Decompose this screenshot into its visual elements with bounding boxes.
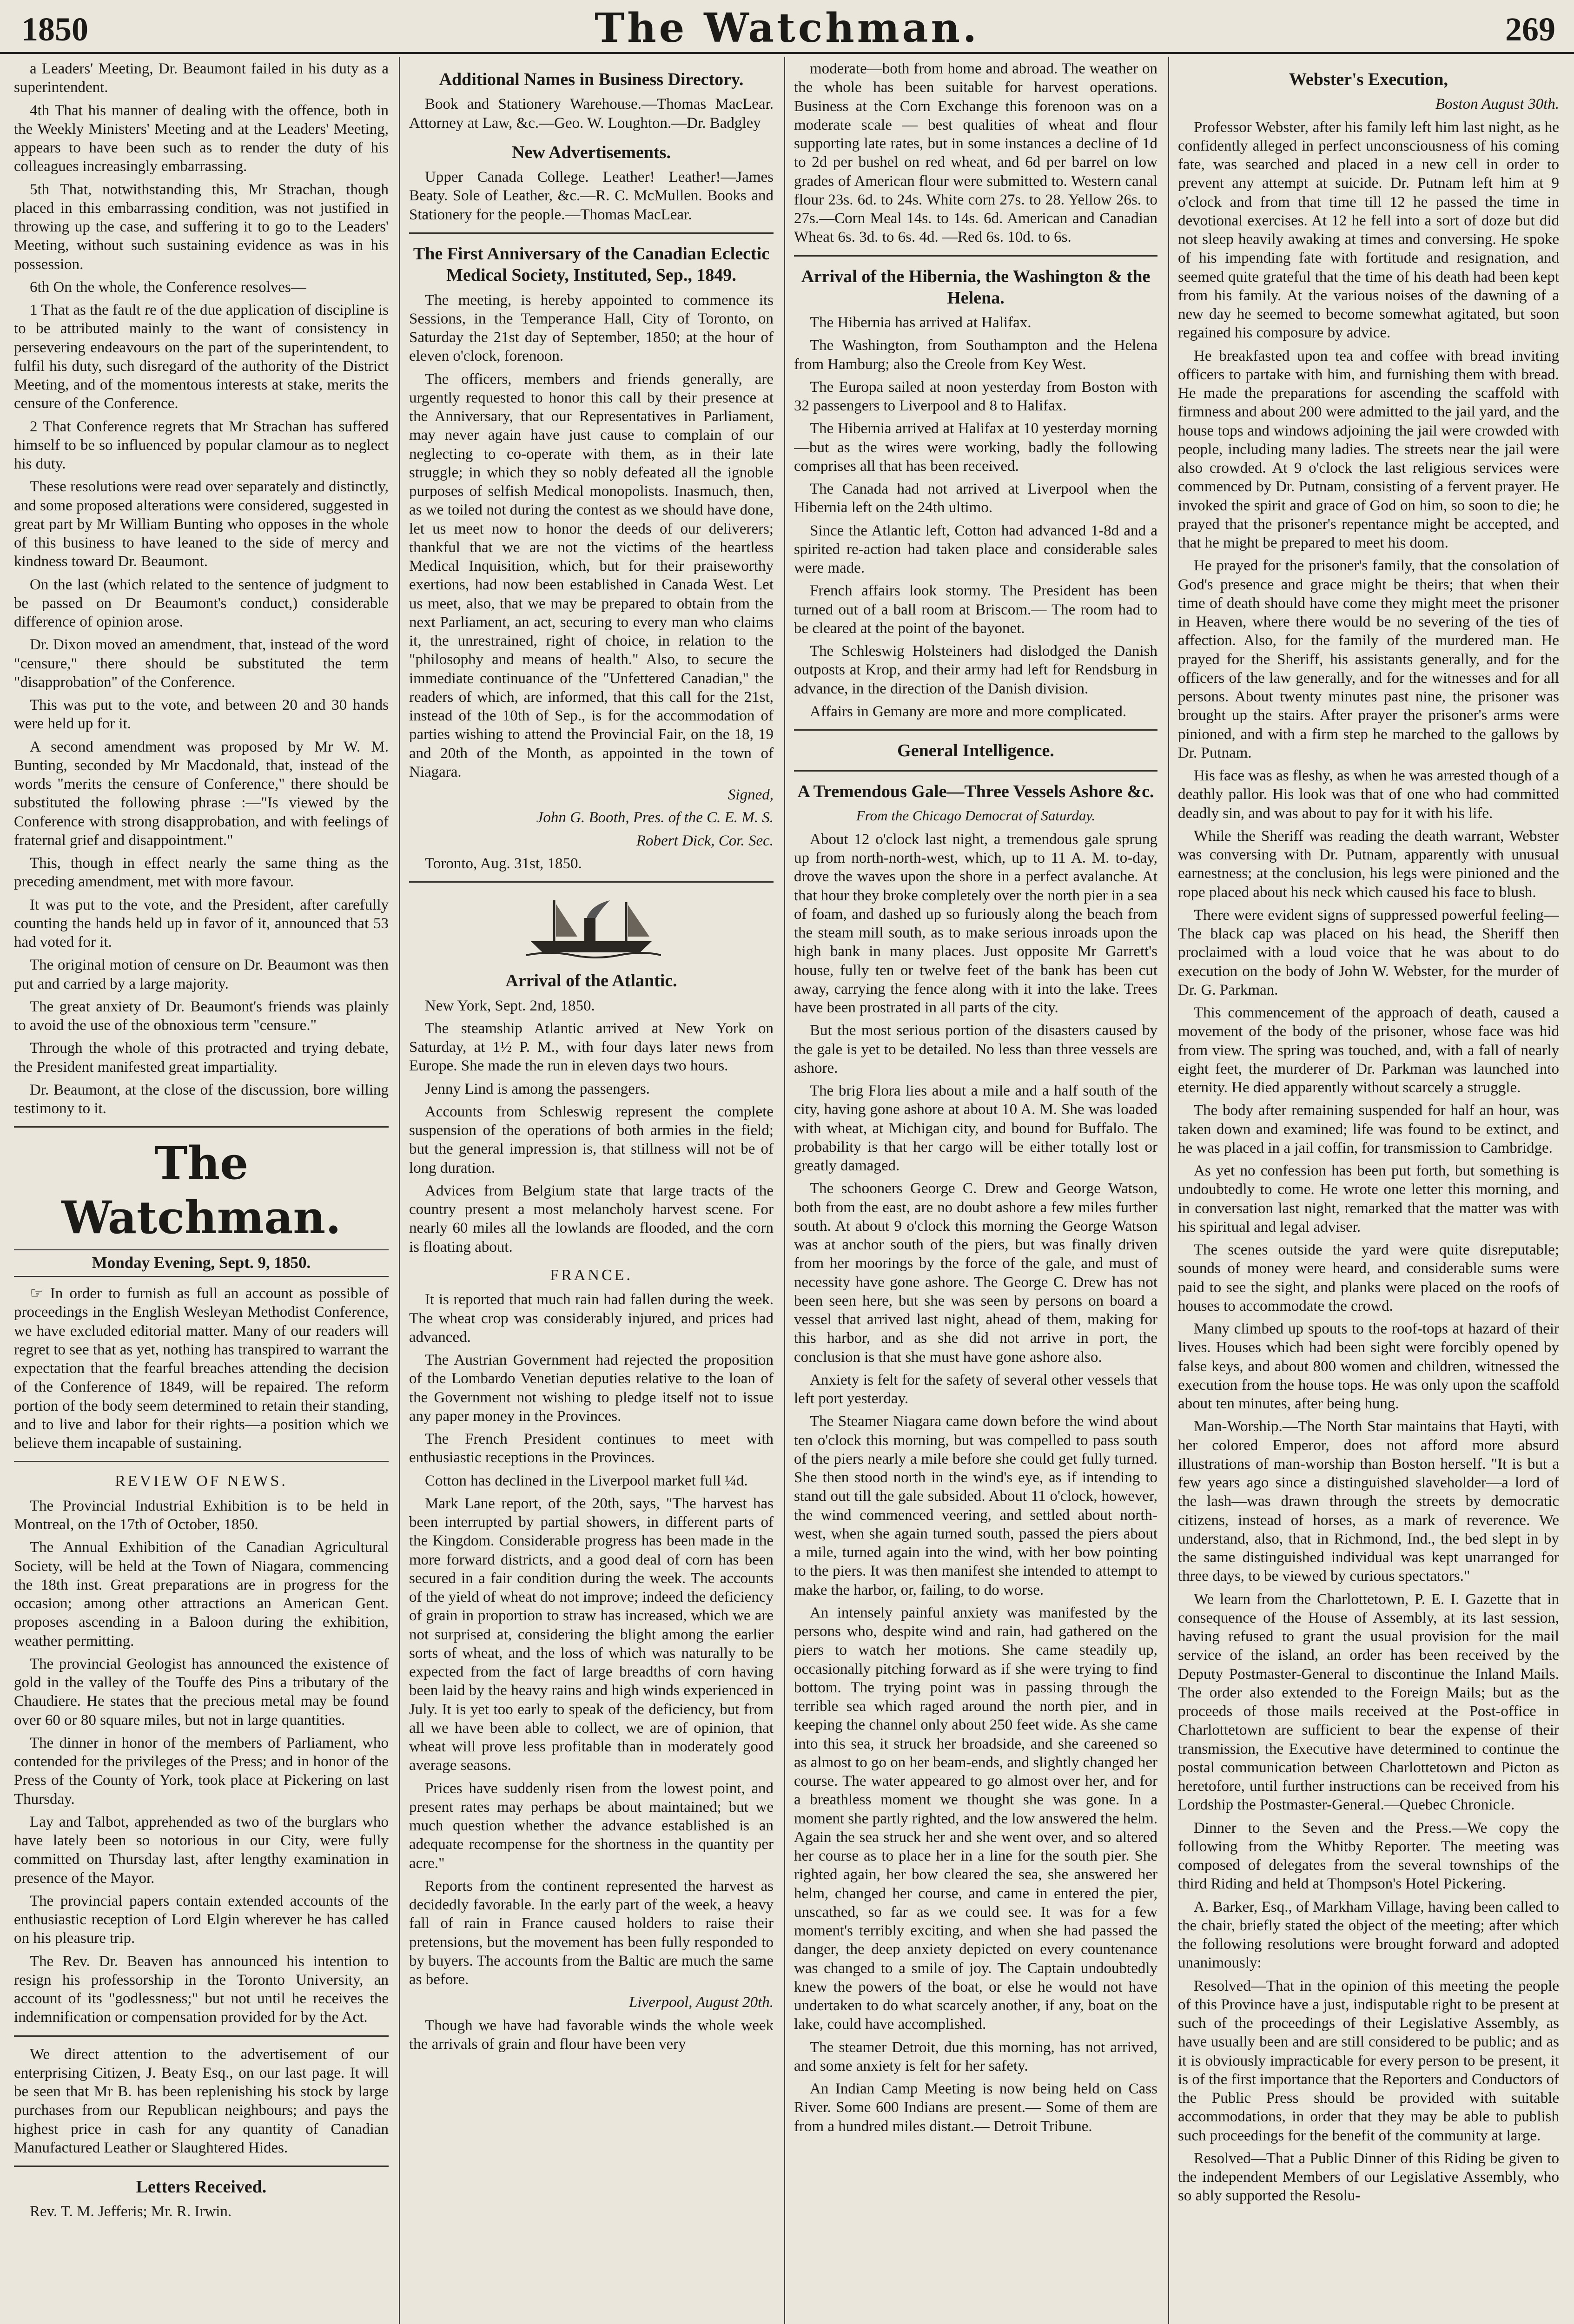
paragraph: a Leaders' Meeting, Dr. Beaumont failed in his duty as a superintendent.	[14, 60, 389, 96]
signature-date: Toronto, Aug. 31st, 1850.	[425, 855, 582, 872]
pointing-hand-icon: ☞	[30, 1285, 44, 1302]
paragraph: But the most serious portion of the disasters caused by the gale is yet to be detailed. No less than three vessels are ashore.	[794, 1022, 1157, 1076]
paragraph: French affairs look stormy. The President has been turned out of a ball room at Briscom.— The room had to be cleared at the point of the bayonet.	[794, 582, 1157, 637]
paragraph: 6th On the whole, the Conference resolves—	[30, 278, 306, 296]
advertisements-text: Upper Canada College. Leather! Leather!—James Beaty. Sole of Leather, &c.—R. C. McMullen. Books and Stationery for the people.—Thomas MacLear.	[409, 169, 774, 223]
directory-text: Book and Stationery Warehouse.—Thomas MacLear. Attorney at Law, &c.—Geo. W. Loughton.—Dr. Badgley	[409, 96, 774, 132]
paragraph: The Europa sailed at noon yesterday from Boston with 32 passengers to Liverpool and 8 to Halifax.	[794, 378, 1157, 415]
paragraph: Prices have suddenly risen from the lowest point, and present rates may perhaps be about maintained; but we much question whether the advance established is an adequate recompense for the shortness in the quantity per acre."	[409, 1780, 774, 1872]
paragraph: Dr. Dixon moved an amendment, that, instead of the word "censure," there should be substituted the term "disapprobation" of the Conference.	[14, 636, 389, 691]
column-3	[794, 59, 1157, 2324]
paragraph: Cotton has declined in the Liverpool market full ¼d.	[425, 1472, 748, 1489]
divider	[14, 2166, 389, 2167]
eclectic-heading: The First Anniversary of the Canadian Eclectic Medical Society, Instituted, Sep., 1849.	[413, 244, 770, 285]
general-intelligence-heading: General Intelligence.	[897, 741, 1054, 761]
paragraph: The Provincial Industrial Exhibition is to be held in Montreal, on the 17th of October, 1850.	[14, 1497, 389, 1533]
paragraph: Through the whole of this protracted and trying debate, the President manifested great impartiality.	[14, 1040, 389, 1076]
paragraph: The brig Flora lies about a mile and a half south of the city, having gone ashore at about 10 A. M. She was loaded with wheat, at Michigan city, and bound for Buffalo. The probability is that her cargo will be either totally lost or greatly damaged.	[794, 1083, 1157, 1174]
divider	[409, 881, 774, 883]
paragraph: This was put to the vote, and between 20 and 30 hands were held up for it.	[14, 697, 389, 733]
paragraph: A. Barker, Esq., of Markham Village, having been called to the chair, briefly stated the object of the meeting; after which the following resolutions were brought forward and adopted unanimously:	[1178, 1898, 1559, 1972]
column-4	[1178, 59, 1559, 2324]
hibernia-heading: Arrival of the Hibernia, the Washington & the Helena.	[801, 266, 1151, 308]
paragraph: Accounts from Schleswig represent the complete suspension of the operations of both armies in the field; but the general impression is, that stillness will not be of long duration.	[409, 1103, 774, 1176]
dinner-item: Dinner to the Seven and the Press.—We copy the following from the Whitby Reporter. The meeting was composed of delegates from the several townships of the third Riding and held at Thompson's Hotel Pickering.	[1178, 1819, 1559, 1893]
steamship-icon	[522, 891, 661, 961]
paragraph: Dr. Beaumont, at the close of the discussion, bore willing testimony to it.	[14, 1081, 389, 1117]
paragraph: Many climbed up spouts to the roof-tops at hazard of their lives. Houses which had been sight were forcibly opened by false keys, and about 800 women and children, witnessed the execution from the house tops. He was only upon the scaffold about ten minutes, after being hung.	[1178, 1320, 1559, 1413]
paragraph: Affairs in Gemany are more and more complicated.	[810, 703, 1127, 720]
paragraph: An Indian Camp Meeting is now being held on Cass River. Some 600 Indians are present.— Some of them are from a hundred miles distant.— Detroit Tribune.	[794, 2080, 1157, 2135]
dateline: Monday Evening, Sept. 9, 1850.	[14, 1249, 389, 1277]
paragraph: The meeting, is hereby appointed to commence its Sessions, in the Temperance Hall, City of Toronto, on Saturday the 21st day of September, 1850; at the hour of eleven o'clock, forenoon.	[409, 291, 774, 365]
resolution: Resolved—That a Public Dinner of this Riding be given to the independent Members of our Legislative Assembly, who so ably supported the Resolu-	[1178, 2150, 1559, 2205]
paragraph: The Steamer Niagara came down before the wind about ten o'clock this morning, but was compelled to pass south of the piers nearly a mile before she could get fully turned. She then stood north in the wind's eye, as if intending to stand out till the gale subsided. About 11 o'clock, however, the wind commenced veering, and settled about north-west, when she again turned south, passed the piers about a mile, turned again into the wind, with her bow pointing to the piers. It was then manifest she intended to attempt to make the harbor, or, failing, to do worse.	[794, 1413, 1157, 1598]
paragraph: On the last (which related to the sentence of judgment to be passed on Dr Beaumont's conduct,) considerable difference of opinion arose.	[14, 576, 389, 630]
paragraph: Advices from Belgium state that large tracts of the country present a most melancholy harvest scene. For nearly 60 miles all the lowlands are flooded, and the corn is floating about.	[409, 1182, 774, 1255]
paragraph: Mark Lane report, of the 20th, says, "The harvest has been interrupted by partial showers, in different parts of the Kingdom. Considerable progress has been made in the more forward districts, and a good deal of corn has been secured in a fair condition during the week. The accounts of the yield of wheat do not improve; indeed the deficiency of grain in proportion to straw has increased, which we are not surprised at, considering the blight among the earlier sorts of wheat, and the loss of which was naturally to be expected from the fact of large breadths of corn having been laid by the heavy rains and high winds experienced in July. It is yet too early to speak of the deficiency, but from all we have been able to collect, we are of opinion, that wheat will prove less profitable than in moderately good average seasons.	[409, 1495, 774, 1774]
notice-text: In order to furnish as full an account as possible of proceedings in the English Wesleyan Methodist Conference, we have excluded editorial matter. Many of our readers will regret to see that as yet, nothing has transpired to warrant the expectation that the fearful breaches attending the decision of the Conference of 1849, will be repaired. The reform portion of the body seem determined to retain their standing, and to live and labor for their rights—a position which we believe them incapable of sustaining.	[14, 1285, 389, 1452]
paragraph: His face was as fleshy, as when he was arrested though of a deathly pallor. His look was that of one who had committed deadly sin, and was about to pay for it with his life.	[1178, 767, 1559, 822]
paragraph: The officers, members and friends generally, are urgently requested to honor this call by their presence at the Anniversary, that our Representatives in Parliament, may never again have just cause to complain of our neglecting to co-operate with them, as in their late struggle; in which they so nobly defeated all the ignoble purposes of selfish Medical monopolists. Inasmuch, then, as we toiled not during the contest as we should have done, let us meet now to honor the deeds of our deliverers; thankful that we are not the victims of the heartless Medical Inquisition, which, but for their praiseworthy exertions, had now been established in Canada West. Let us meet, also, that we may be prepared to obtain from the next Parliament, an act, securing to every man who claims it, the unrestrained, right of choice, in relation to the "philosophy and means of health." Also, to secure the immediate continuance of the "Unfettered Canadian," the readers of which, are informed, that this call for the 21st, instead of the 10th of Sep., is for the accommodation of parties wishing to attend the Provincial Fair, on the 18, 19 and 20th of the Month, as appointed in the town of Niagara.	[409, 370, 774, 780]
paragraph: The Washington, from Southampton and the Helena from Hamburg; also the Creole from Key West.	[794, 337, 1157, 373]
paragraph: It was put to the vote, and the President, after carefully counting the hands held up in favor of it, announced that 53 had voted for it.	[14, 896, 389, 951]
editorial-notice	[14, 1284, 389, 1452]
paragraph: The Austrian Government had rejected the proposition of the Lombardo Venetian deputies relative to the loan of the Government not wishing to pledge itself not to issue any paper money in the Provinces.	[409, 1352, 774, 1425]
paragraph: This commencement of the approach of death, caused a movement of the body of the prisoner, whose face was hid from view. The spring was touched, and, with a fall of nearly eight feet, the murderer of Dr. Parkman was launched into eternity. He died apparently without scarcely a struggle.	[1178, 1004, 1559, 1096]
man-worship-item: Man-Worship.—The North Star maintains that Hayti, with her colored Emperor, does not afford more absurd illustrations of man-worship than Boston herself. "It is but a few years ago since a distinguished slaveholder—a lord of the lash—was drawn through the streets by democratic citizens, instead of horses, as a mark of reverence. We understand, also, that in Richmond, Ind., the bed slept in by the same distinguished individual was kept unarranged for three days, to be viewed by curious spectators."	[1178, 1418, 1559, 1585]
paragraph: The Canada had not arrived at Liverpool when the Hibernia left on the 24th ultimo.	[794, 481, 1157, 516]
paragraph: About 12 o'clock last night, a tremendous gale sprung up from north-north-west, which, up to 11 A. M. to-day, drove the waves upon the shore in a perfect avalanche. At that hour they broke completely over the north pier in a sea of foam, and dashed up so furiously along the beach from the steam mill south, as to make serious inroads upon the high bank in many places. Just opposite Mr Garrett's house, fully ten or twelve feet of the bank has been cut away, carrying the fence along with it into the lake. Trees have been prostrated in all parts of the city.	[794, 831, 1157, 1016]
divider	[794, 729, 1157, 731]
masthead	[0, 0, 1574, 54]
signed-label: Signed,	[727, 786, 774, 804]
signature: John G. Booth, Pres. of the C. E. M. S.	[536, 809, 774, 826]
paragraph: The scenes outside the yard were quite disreputable; sounds of money were heard, and considerable sums were paid to see the sight, and planks were placed on the roofs of houses to accommodate the crowd.	[1178, 1241, 1559, 1314]
paragraph: 4th That his manner of dealing with the offence, both in the Weekly Ministers' Meeting and at the Leaders' Meeting, appears to have been such as to render the duty of his colleagues increasingly embarrassing.	[14, 102, 389, 175]
divider	[14, 2035, 389, 2037]
column-2	[409, 59, 774, 2324]
pei-mail-item: We learn from the Charlottetown, P. E. I. Gazette that in consequence of the House of Assembly, at its last session, having refused to grant the usual provision for the mail service of the island, an order has been received by the Deputy Postmaster-General to discontinue the Inland Mails. The order also extended to the Foreign Mails; but as the proceeds of those mails received at the Post-office in Charlottetown are sufficient to bear the expense of their transmission, the Executive have determined to continue the postal communication between Charlottetown and Picton as heretofore, until further instructions can be received from his Lordship the Postmaster-General.—Quebec Chronicle.	[1178, 1591, 1559, 1814]
paragraph: 1 That as the fault re of the due application of discipline is to be attributed mainly to the want of consistency in persevering endeavours on the part of the superintendent, to fulfil his duty, such disregard of the authority of the District Meeting, and of the momentous interests at stake, merits the censure of the Conference.	[14, 302, 389, 412]
paragraph: 5th That, notwithstanding this, Mr Strachan, though placed in this embarrassing condition, was not justified in throwing up the case, and suffering it to go to the Leaders' Meeting, without such sustaining evidence as was in his possession.	[14, 181, 389, 273]
execution-heading: Webster's Execution,	[1289, 70, 1448, 89]
paragraph: Jenny Lind is among the passengers.	[425, 1080, 650, 1097]
advertisements-heading: New Advertisements.	[512, 142, 671, 162]
paragraph: The Annual Exhibition of the Canadian Agricultural Society, will be held at the Town of Niagara, commencing the 18th inst. Great preparations are in progress for the occasion; among other attractions an American Gent. proposes ascending in a Baloon during the exhibition, weather permitting.	[14, 1539, 389, 1650]
dateline: Liverpool, August 20th.	[628, 1994, 774, 2011]
beaty-notice: We direct attention to the advertisement of our enterprising Citizen, J. Beaty Esq., on our last page. It will be seen that Mr B. has been replenishing his stock by large purchases from our Republican neighbours; and pays the highest price in cash for any quantity of Canadian Manufactured Leather or Slaughtered Hides.	[14, 2046, 389, 2156]
paragraph: There were evident signs of suppressed powerful feeling—The black cap was placed on his head, the Sheriff then proclaimed with a loud voice that he was about to do execution on the body of John W. Webster, for the murder of Dr. G. Parkman.	[1178, 906, 1559, 998]
paragraph: An intensely painful anxiety was manifested by the persons who, despite wind and rain, had gathered on the piers to watch her motions. She came steadily up, occasionally pitching forward as if she were trying to find bottom. The trying point was in passing through the terrible sea which raged around the north pier, and in keeping the channel only about 250 feet wide. As she came into this sea, it struck her broadside, and she careened so as almost to go on her beam-ends, and slightly changed her course. The water appeared to go almost over her, and for a breathless moment we thought she was gone. In a moment she partly righted, and the low answered the helm. Again the sea struck her and she went over, and so altered her course as to place her in a line for the south pier. She righted again, her bow cleared the sea, she answered her helm, changed her course, and came in entered the pier, unscathed, so far as we could see. It was for a few moment's terribly exciting, and when she had passed the danger, the deep anxiety depicted on every countenance was changed to a smile of joy. The Captain undoubtedly knew the powers of the boat, or else he would not have undertaken to do what scarcely another, if any, boat on the lake, could have accomplished.	[794, 1604, 1157, 2033]
paragraph: A second amendment was proposed by Mr W. M. Bunting, seconded by Mr Macdonald, that, instead of the words "merits the censure of Conference," there should be substituted the following phrase :—"Is viewed by the Conference with strong disapprobation, and with feelings of fraternal grief and disappointment."	[14, 738, 389, 849]
conference-resolutions	[14, 59, 389, 1118]
column-rule	[399, 57, 400, 2324]
signature: Robert Dick, Cor. Sec.	[636, 832, 774, 849]
gale-source: From the Chicago Democrat of Saturday.	[856, 807, 1096, 824]
paragraph: The steamer Detroit, due this morning, has not arrived, and some anxiety is felt for her safety.	[794, 2039, 1157, 2074]
divider	[794, 770, 1157, 772]
resolution: Resolved—That in the opinion of this meeting the people of this Province have a just, indisputable right to be present at such of the proceedings of their Legislative Assembly, as have usually been and are still considered to be public; and as it is obviously impracticable for every person to be present, it is of the first importance that the Reporters and Conductors of the Public Press should be provided with suitable accommodations, in order that they may be able to publish such proceedings for the benefit of the community at large.	[1178, 1977, 1559, 2144]
paragraph: While the Sheriff was reading the death warrant, Webster was conversing with Dr. Putnam, apparently with unusual earnestness; at the conclusion, his legs were pinioned and the rope placed about his neck which caused his face to blush.	[1178, 827, 1559, 901]
execution-dateline: Boston August 30th.	[1435, 96, 1559, 113]
paragraph: The Hibernia has arrived at Halifax.	[810, 314, 1032, 331]
paper-title: The Watchman.	[61, 1137, 341, 1244]
paragraph: New York, Sept. 2nd, 1850.	[425, 997, 595, 1014]
paragraph: Anxiety is felt for the safety of several other vessels that left port yesterday.	[794, 1371, 1157, 1407]
divider	[794, 255, 1157, 257]
paragraph: The provincial papers contain extended accounts of the enthusiastic reception of Lord Elgin wherever he has called on his pleasure trip.	[14, 1892, 389, 1947]
paragraph: This, though in effect nearly the same thing as the preceding amendment, met with more favour.	[14, 855, 389, 891]
divider	[14, 1461, 389, 1462]
paragraph: The Rev. Dr. Beaven has announced his intention to resign his professorship in the Toronto University, an account of its "godlessness;" but not until he receives the indemnification or compensation provided for by the Act.	[14, 1953, 389, 2026]
paragraph: The Hibernia arrived at Halifax at 10 yesterday morning—but as the wires were working, badly the following comprises all that has been received.	[794, 420, 1157, 475]
column-1	[14, 59, 389, 2324]
paragraph: As yet no confession has been put forth, but something is undoubtedly to come. He wrote one letter this morning, and in conversation last night, remarked that the matter was with his spiritual and legal adviser.	[1178, 1162, 1559, 1235]
paragraph: Lay and Talbot, apprehended as two of the burglars who have lately been so notorious in our City, were fully committed on Thursday last, after lengthy examination in presence of the Mayor.	[14, 1813, 389, 1887]
atlantic-heading: Arrival of the Atlantic.	[505, 971, 677, 991]
gale-heading: A Tremendous Gale—Three Vessels Ashore &c.	[797, 781, 1154, 801]
paragraph: Though we have had favorable winds the whole week the arrivals of grain and flour have been very	[409, 2017, 774, 2053]
paragraph: The schooners George C. Drew and George Watson, both from the east, are no doubt ashore a few miles further south. At about 9 o'clock this morning the George Watson was at anchor south of the piers, but was finally driven from her moorings by the force of the gale, and must of necessity have gone ashore. The George C. Drew has not been seen here, but she was seen by persons on board a vessel that arrived last night, ahead of them, making for this harbor, and as she did not arrive in port, the conclusion is that she must have gone ashore also.	[794, 1180, 1157, 1366]
paragraph: He breakfasted upon tea and coffee with bread inviting officers to partake with him, and furnishing them with bread. He made the preparations for ascending the scaffold with firmness and about 200 were admitted to the jail yard, and the house tops and windows adjoining the jail were crowded with people, including many ladies. The streets near the jail were also crowded. At 9 o'clock the last religious services were commenced by Dr. Putnam, consisting of a fervent prayer. He invoked the spirit and grace of God on him, so soon to die; he prayed that the prisoner's repentance might be accepted, and that he might be prepared to meet his doom.	[1178, 347, 1559, 552]
column-rule	[1168, 57, 1169, 2324]
paragraph: The steamship Atlantic arrived at New York on Saturday, at 1½ P. M., with four days later news from Europe. She made the run in eleven days two hours.	[409, 1020, 774, 1075]
directory-heading: Additional Names in Business Directory.	[439, 70, 744, 89]
paragraph: Professor Webster, after his family left him last night, as he confidently alleged in perfect unconsciousness of his coming fate, was searched and placed in a new cell in order to prevent any attempt at suicide. Dr. Putnam left him at 9 o'clock and from that time till 12 he passed the time in devotional exercises. At 12 he fell into a sort of doze but did not sleep heavily awaking at times and conversing. He spoke of his impending fate with fortitude and resignation, and seemed quite grateful that the time of his death had been kept from his family. At the various noises of the dawning of a new day he seemed to become somewhat agitated, but soon regained his composure by advice.	[1178, 119, 1559, 342]
paragraph: It is reported that much rain had fallen during the week. The wheat crop was considerably injured, and prices had advanced.	[409, 1291, 774, 1346]
paragraph: The dinner in honor of the members of Parliament, who contended for the privileges of the Press; and in honor of the Press of the County of York, took place at Pickering on last Thursday.	[14, 1734, 389, 1808]
divider	[14, 1126, 389, 1128]
masthead-title: The Watchman.	[595, 5, 979, 52]
market-report: moderate—both from home and abroad. The weather on the whole has been suitable for harvest operations. Business at the Corn Exchange this forenoon was on a moderate scale — best qualities of wheat and flour supporting late rates, but in some instances a decline of 1d to 2d per bushel on red wheat, and 6d per barrel on low grades of American flour were submitted to. Western canal flour 23s. 6d. to 24s. White corn 27s. to 28. Yellow 26s. to 27s.—Corn Meal 14s. to 14s. 6d. American and Canadian Wheat 6s. 3d. to 6s. 4d. —Red 6s. 10d. to 6s.	[794, 60, 1157, 246]
paragraph: The great anxiety of Dr. Beaumont's friends was plainly to avoid the use of the obnoxious term "censure."	[14, 998, 389, 1034]
paragraph: He prayed for the prisoner's family, that the consolation of God's presence and grace might be theirs; that when their time of death should have come they might meet the prisoner in Heaven, where there would be no severing of the ties of affection. Also, for the family of the murdered man. He prayed for the Sheriff, his assistants generally, and for the officers of the law generally, and for the witnesses and for all persons. About twenty minutes past nine, the prisoner was brought up the stairs. After prayer the prisoner's arms were pinioned, and with a firm step he marched to the gallows by Dr. Putnam.	[1178, 557, 1559, 761]
letters-list: Rev. T. M. Jefferis; Mr. R. Irwin.	[30, 2203, 232, 2220]
paragraph: The Schleswig Holsteiners had dislodged the Danish outposts at Krop, and their army had left for Rendsburg in advance, in the direction of the Danish division.	[794, 643, 1157, 697]
year-label: 1850	[21, 11, 88, 48]
paragraph: Since the Atlantic left, Cotton had advanced 1-8d and a spirited re-action had taken place and considerable sales were made.	[794, 522, 1157, 577]
paragraph: The body after remaining suspended for half an hour, was taken down and examined; life was found to be extinct, and he was placed in a jail coffin, for transmission to Cambridge.	[1178, 1102, 1559, 1156]
paragraph: Reports from the continent represented the harvest as decidedly favorable. In the early part of the week, a heavy fall of rain in France caused holders to raise their pretensions, but the movement has been fully responded to by buyers. The accounts from the Baltic are much the same as before.	[409, 1877, 774, 1988]
paragraph: The provincial Geologist has announced the existence of gold in the valley of the Touffe des Pins a tributary of the Chaudiere. He states that the precious metal may be found over 60 or 80 square miles, but not in large quantities.	[14, 1655, 389, 1729]
paragraph: 2 That Conference regrets that Mr Strachan has suffered himself to be so influenced by popular clamour as to neglect his duty.	[14, 418, 389, 472]
paragraph: The French President continues to meet with enthusiastic receptions in the Provinces.	[409, 1431, 774, 1466]
paragraph: The original motion of censure on Dr. Beaumont was then put and carried by a large majority.	[14, 957, 389, 992]
review-heading: REVIEW OF NEWS.	[115, 1472, 288, 1490]
page-number: 269	[1505, 11, 1555, 48]
divider	[409, 232, 774, 234]
letters-heading: Letters Received.	[136, 2177, 267, 2197]
paragraph: These resolutions were read over separately and distinctly, and some proposed alterations were considered, suggested in great part by Mr William Bunting who opposes in the whole of this business to have leaned to the side of mercy and kindness toward Dr. Beaumont.	[14, 478, 389, 570]
france-heading: FRANCE.	[550, 1266, 633, 1284]
column-rule	[784, 57, 785, 2324]
